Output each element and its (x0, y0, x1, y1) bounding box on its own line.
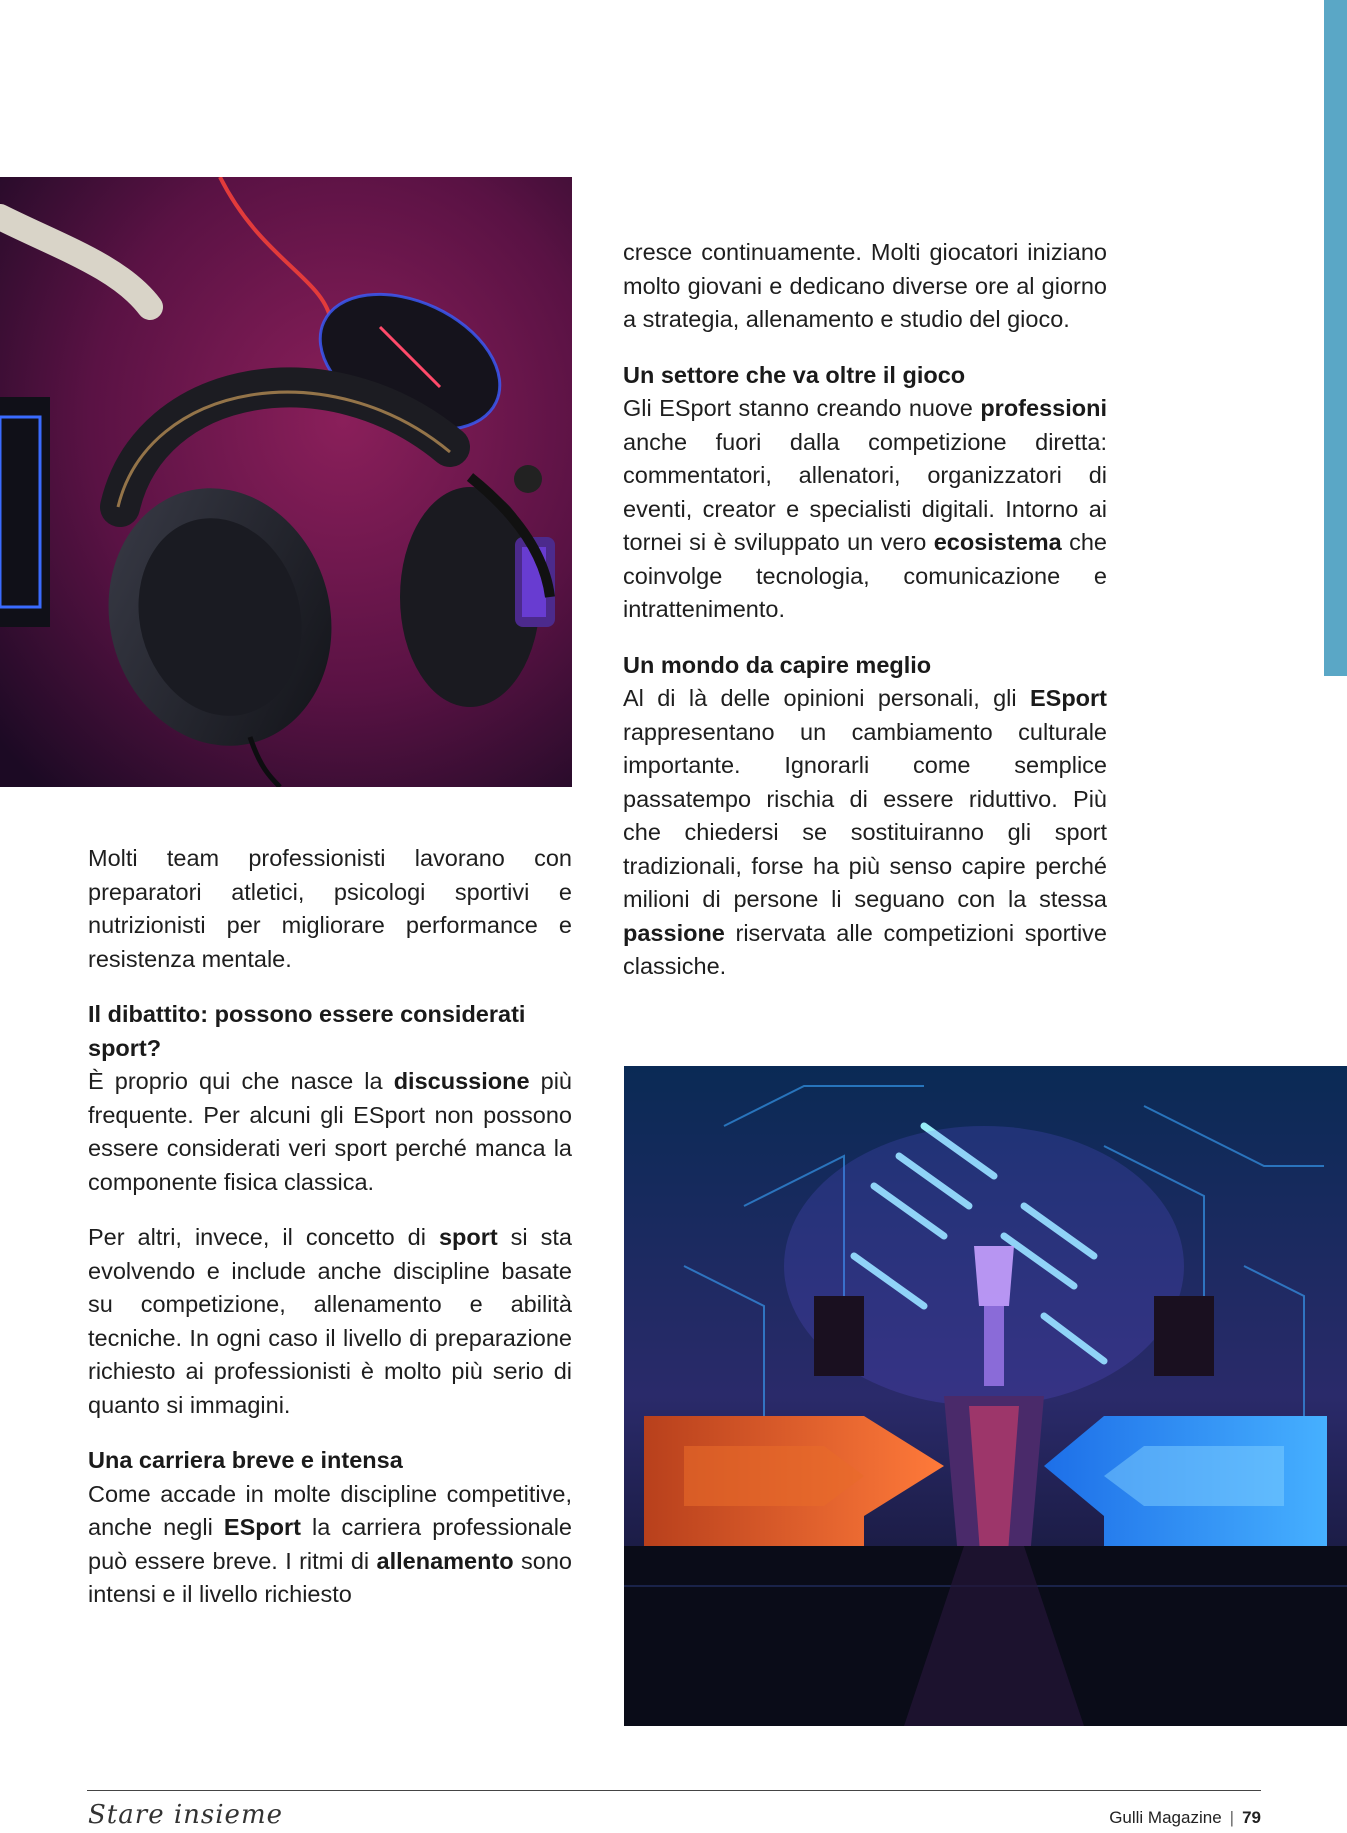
bold-term: professioni (980, 395, 1107, 421)
bold-term: discussione (393, 1068, 530, 1094)
subheading: Una carriera breve e intensa (88, 1447, 403, 1473)
paragraph: Al di là delle opinioni personali, gli ESport rappresentano un cambiamento culturale importante. Ignorarli come semplice passatempo rischia di essere riduttivo. Più che chiedersi se sostituiranno gli sport tradizionali, forse ha più senso capire perché milioni di persone li seguano con la stessa passione riservata alle competizioni sportive classiche. (623, 685, 1107, 979)
footer-section-title: Stare insieme (88, 1800, 283, 1830)
paragraph: cresce continuamente. Molti giocatori iniziano molto giovani e dedicano diverse ore al giorno a strategia, allenamento e studio del gioco. (623, 239, 1107, 332)
footer-separator: | (1229, 1808, 1235, 1827)
photo-esports-arena (624, 1066, 1347, 1726)
article-column-right (623, 236, 1107, 1006)
bold-term: ecosistema (933, 529, 1062, 555)
side-accent-bar (1324, 0, 1347, 676)
page-number: 79 (1242, 1808, 1261, 1827)
bold-term: ESport (223, 1514, 301, 1540)
photo-gaming-headset (0, 177, 572, 787)
bold-term: ESport (1029, 685, 1107, 711)
article-column-left (88, 842, 572, 1612)
bold-term: sport (438, 1224, 498, 1250)
paragraph: Molti team professionisti lavorano con preparatori atletici, psicologi sportivi e nutrizionisti per migliorare performance e resistenza mentale. (88, 845, 572, 972)
subheading: Un mondo da capire meglio (623, 651, 932, 678)
bold-term: allenamento (376, 1547, 514, 1574)
subheading: Un settore che va oltre il gioco (623, 361, 966, 388)
footer-page-info (1109, 1808, 1261, 1828)
magazine-name: Gulli Magazine (1109, 1808, 1222, 1827)
paragraph: Gli ESport stanno creando nuove professioni anche fuori dalla competizione diretta: commentatori, allenatori, organizzatori di eventi, creator e specialisti digitali. Intorno ai tornei si è sviluppato un vero ecosistema che coinvolge tecnologia, comunicazione e intrattenimento. (623, 395, 1107, 622)
paragraph: Come accade in molte discipline competitive, anche negli ESport la carriera professionale può essere breve. I ritmi di allenamento sono intensi e il livello richiesto (88, 1480, 572, 1607)
subheading: Il dibattito: possono essere considerati sport? (88, 1001, 526, 1061)
paragraph: È proprio qui che nasce la discussione più frequente. Per alcuni gli ESport non possono essere considerati veri sport perché manca la componente fisica classica. (88, 1068, 572, 1195)
paragraph: Per altri, invece, il concetto di sport si sta evolvendo e include anche discipline basate su competizione, allenamento e abilità tecniche. In ogni caso il livello di preparazione richiesto ai professionisti è molto più serio di quanto si immagini. (88, 1224, 572, 1418)
footer-rule (87, 1790, 1261, 1791)
bold-term: passione (623, 919, 725, 946)
